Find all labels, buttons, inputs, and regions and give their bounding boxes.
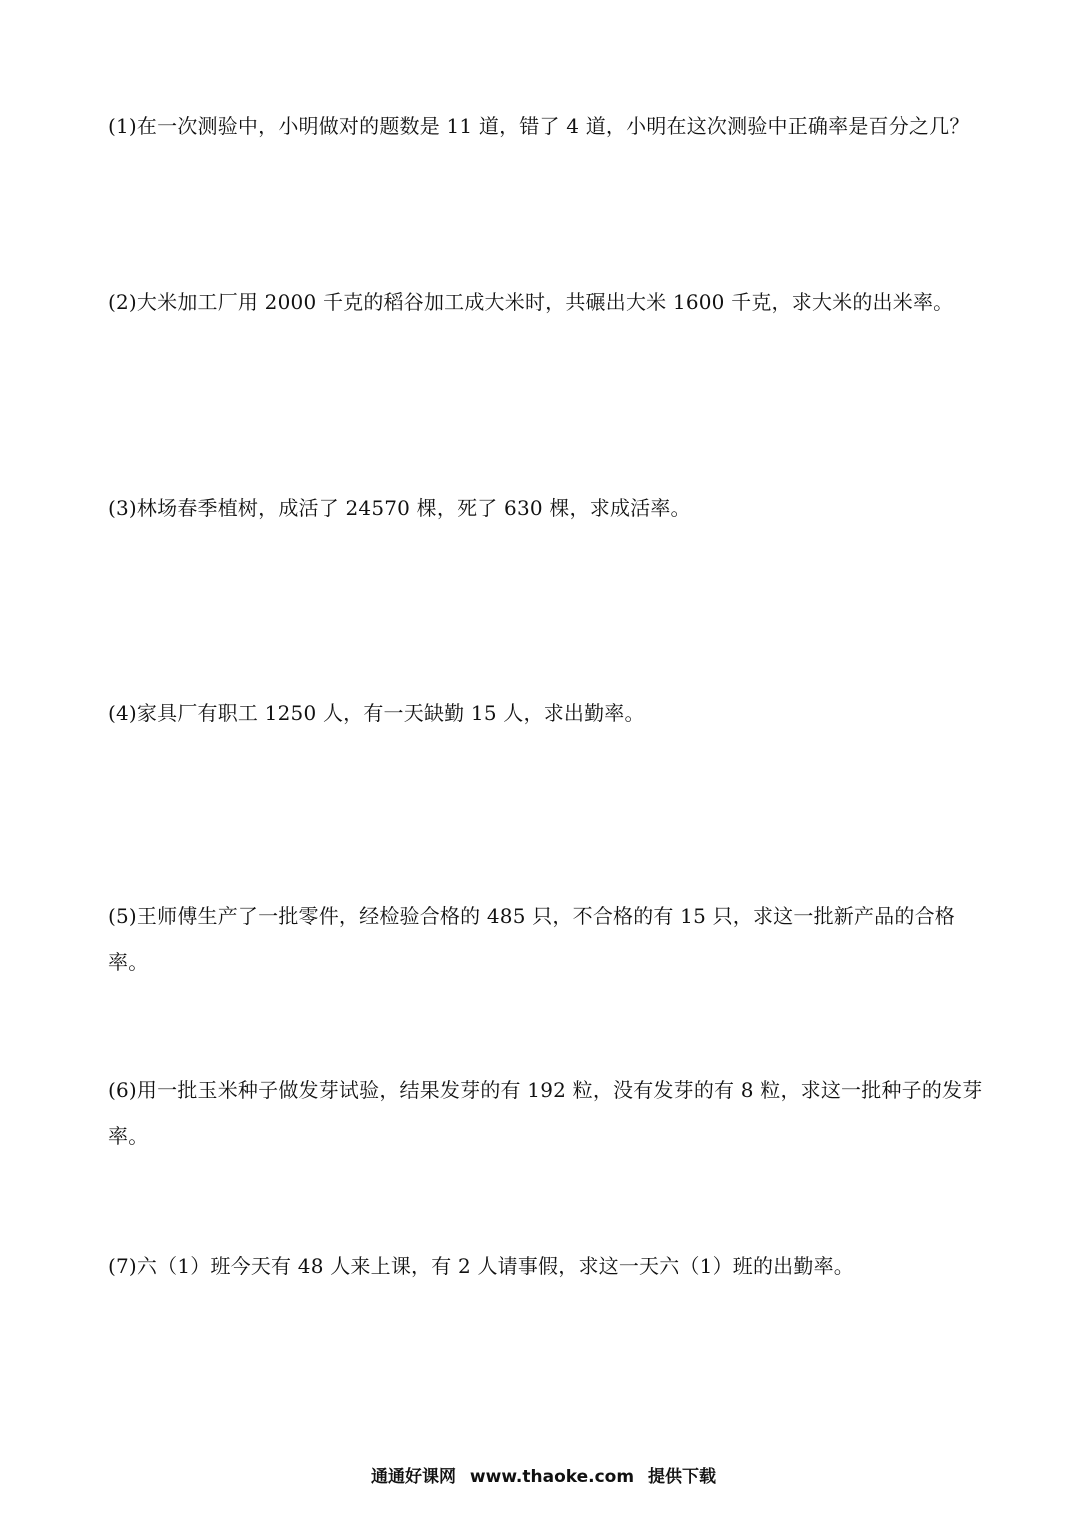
problem-4: (4)家具厂有职工 1250 人，有一天缺勤 15 人，求出勤率。	[108, 701, 645, 725]
footer-note: 提供下载	[648, 1467, 717, 1487]
footer-url: www.thaoke.com	[469, 1467, 635, 1487]
page-footer	[0, 1462, 1087, 1487]
problem-5: (5)王师傅生产了一批零件，经检验合格的 485 只，不合格的有 15 只，求这一批新产品的合格率。	[108, 904, 955, 974]
problem-1: (1)在一次测验中，小明做对的题数是 11 道，错了 4 道，小明在这次测验中正确率是百分之几？	[108, 114, 970, 138]
problem-3: (3)林场春季植树，成活了 24570 棵，死了 630 棵，求成活率。	[108, 496, 691, 520]
problem-2: (2)大米加工厂用 2000 千克的稻谷加工成大米时，共碾出大米 1600 千克，求大米的出米率。	[108, 290, 954, 314]
problem-6: (6)用一批玉米种子做发芽试验，结果发芽的有 192 粒，没有发芽的有 8 粒，求这一批种子的发芽率。	[108, 1078, 983, 1148]
problem-7: (7)六（1）班今天有 48 人来上课，有 2 人请事假，求这一天六（1）班的出勤率。	[108, 1254, 854, 1278]
footer-site-name: 通通好课网	[370, 1467, 456, 1487]
